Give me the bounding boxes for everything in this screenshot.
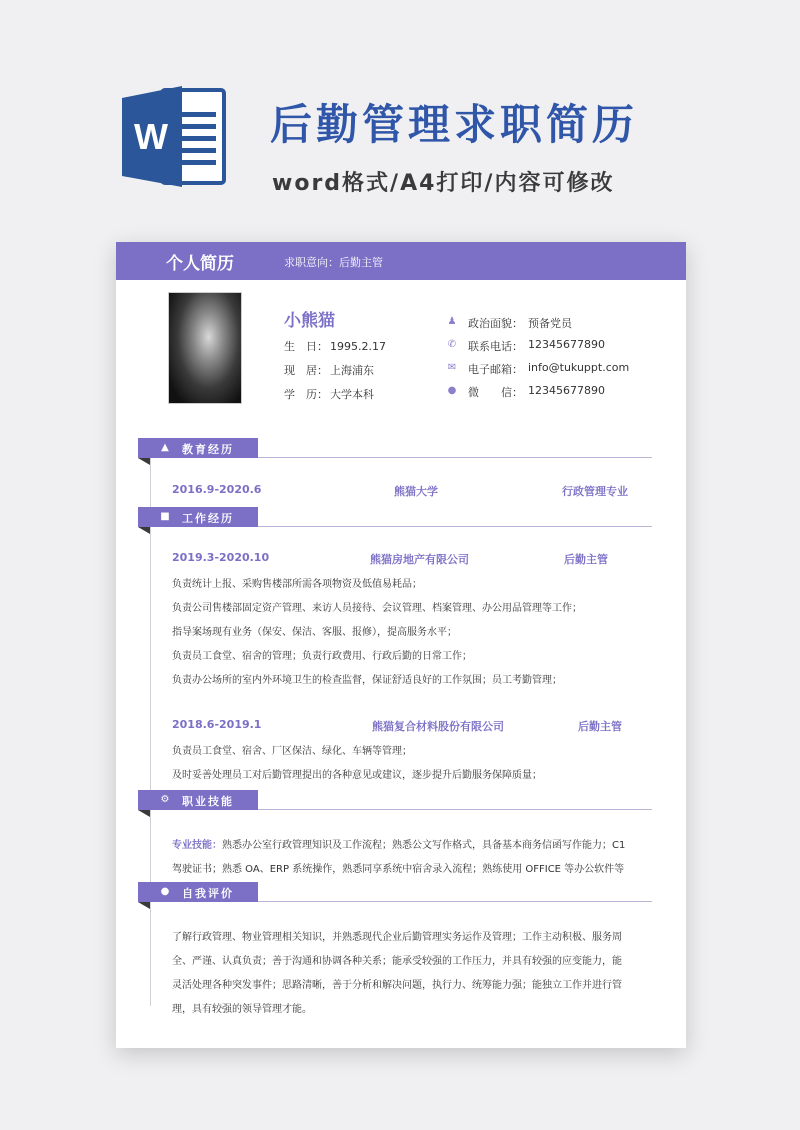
job-2-duty: 及时妥善处理员工对后勤管理提出的各种意见或建议，逐步提升后勤服务保障质量；	[172, 770, 542, 781]
wechat-value: 12345677890	[528, 384, 605, 397]
political-status-value: 预备党员	[528, 317, 572, 330]
skills-label: 专业技能：	[172, 840, 222, 851]
banner-title: 后勤管理求职简历	[270, 100, 639, 149]
job-1-duty: 负责员工食堂、宿舍的管理；负责行政费用、行政后勤的日常工作；	[172, 651, 472, 662]
job-1-date: 2019.3-2020.10	[172, 551, 270, 564]
email-value[interactable]: info@tukuppt.com	[528, 361, 630, 374]
section-divider	[258, 901, 652, 902]
section-divider	[258, 809, 652, 810]
education-date: 2016.9-2020.6	[172, 483, 262, 496]
resume-page	[116, 242, 686, 1048]
education-major: 行政管理专业	[562, 485, 628, 498]
phone-value: 12345677890	[528, 338, 605, 351]
graduation-cap-icon: ▲	[161, 442, 169, 453]
word-document-icon	[120, 84, 230, 189]
section-header-work: ■ 工作经历	[138, 507, 258, 527]
skills-line: 驾驶证书；熟悉 OA、ERP 系统操作，熟悉同享系统中宿舍录入流程；熟练使用 OFFICE 等办公软件等	[172, 864, 625, 875]
section-divider	[258, 526, 652, 527]
person-badge-icon: ♟	[447, 316, 457, 327]
self-eval-line: 理，具有较强的领导管理才能。	[172, 1004, 312, 1015]
self-eval-line: 灵活处理各种突发事件；思路清晰，善于分析和解决问题，执行力、统筹能力强；能独立工作并进行管	[172, 980, 622, 991]
section-header-self-eval: ● 自我评价	[138, 882, 258, 902]
job-1-company: 熊猫房地产有限公司	[370, 553, 469, 566]
job-2-date: 2018.6-2019.1	[172, 718, 262, 731]
mail-icon: ✉	[447, 362, 457, 373]
banner-subtitle: word格式/A4打印/内容可修改	[272, 171, 615, 196]
job-2-position: 后勤主管	[578, 720, 622, 733]
job-intent: 求职意向：后勤主管	[284, 256, 383, 269]
timeline-line	[150, 446, 151, 1006]
section-fold	[138, 902, 150, 909]
profile-photo	[168, 292, 242, 404]
resume-header-bar	[116, 242, 686, 280]
skills-line: 专业技能：熟悉办公室行政管理知识及工作流程；熟悉公文写作格式，具备基本商务信函写作能力；C1	[172, 840, 626, 851]
email-label: 电子邮箱：	[468, 363, 523, 376]
candidate-name: 小熊猫	[284, 311, 335, 331]
job-2-duty: 负责员工食堂、宿舍、厂区保洁、绿化、车辆等管理；	[172, 746, 412, 757]
speech-bubble-icon: ●	[160, 886, 170, 897]
word-logo-letter: W	[134, 116, 168, 157]
wechat-label: 微 信：	[468, 386, 523, 399]
education-school: 熊猫大学	[394, 485, 438, 498]
gear-icon: ⚙	[160, 794, 170, 805]
job-1-duty: 负责公司售楼部固定资产管理、来访人员接待、会议管理、档案管理、办公用品管理等工作；	[172, 603, 582, 614]
section-fold	[138, 527, 150, 534]
info-residence: 现 居： 上海浦东	[284, 364, 374, 377]
info-birthday: 生 日： 1995.2.17	[284, 340, 386, 353]
political-status-label: 政治面貌：	[468, 317, 523, 330]
section-divider	[258, 457, 652, 458]
resume-title: 个人简历	[166, 254, 234, 274]
job-2-company: 熊猫复合材料股份有限公司	[372, 720, 504, 733]
section-fold	[138, 810, 150, 817]
self-eval-line: 了解行政管理、物业管理相关知识，并熟悉现代企业后勤管理实务运作及管理；工作主动积极、服务周	[172, 932, 622, 943]
job-1-duty: 负责办公场所的室内外环境卫生的检查监督，保证舒适良好的工作氛围；员工考勤管理；	[172, 675, 562, 686]
self-eval-line: 全、严谨、认真负责；善于沟通和协调各种关系；能承受较强的工作压力，并具有较强的应变能力，能	[172, 956, 622, 967]
section-header-skills: ⚙ 职业技能	[138, 790, 258, 810]
briefcase-icon: ■	[160, 511, 170, 522]
job-1-position: 后勤主管	[564, 553, 608, 566]
job-1-duty: 指导案场现有业务（保安、保洁、客服、报修），提高服务水平；	[172, 627, 457, 638]
info-education: 学 历： 大学本科	[284, 388, 374, 401]
phone-icon: ✆	[447, 339, 457, 350]
chat-icon: ●	[447, 385, 457, 396]
phone-label: 联系电话：	[468, 340, 523, 353]
section-fold	[138, 458, 150, 465]
section-header-education: ▲ 教育经历	[138, 438, 258, 458]
job-1-duty: 负责统计上报、采购售楼部所需各项物资及低值易耗品；	[172, 579, 422, 590]
